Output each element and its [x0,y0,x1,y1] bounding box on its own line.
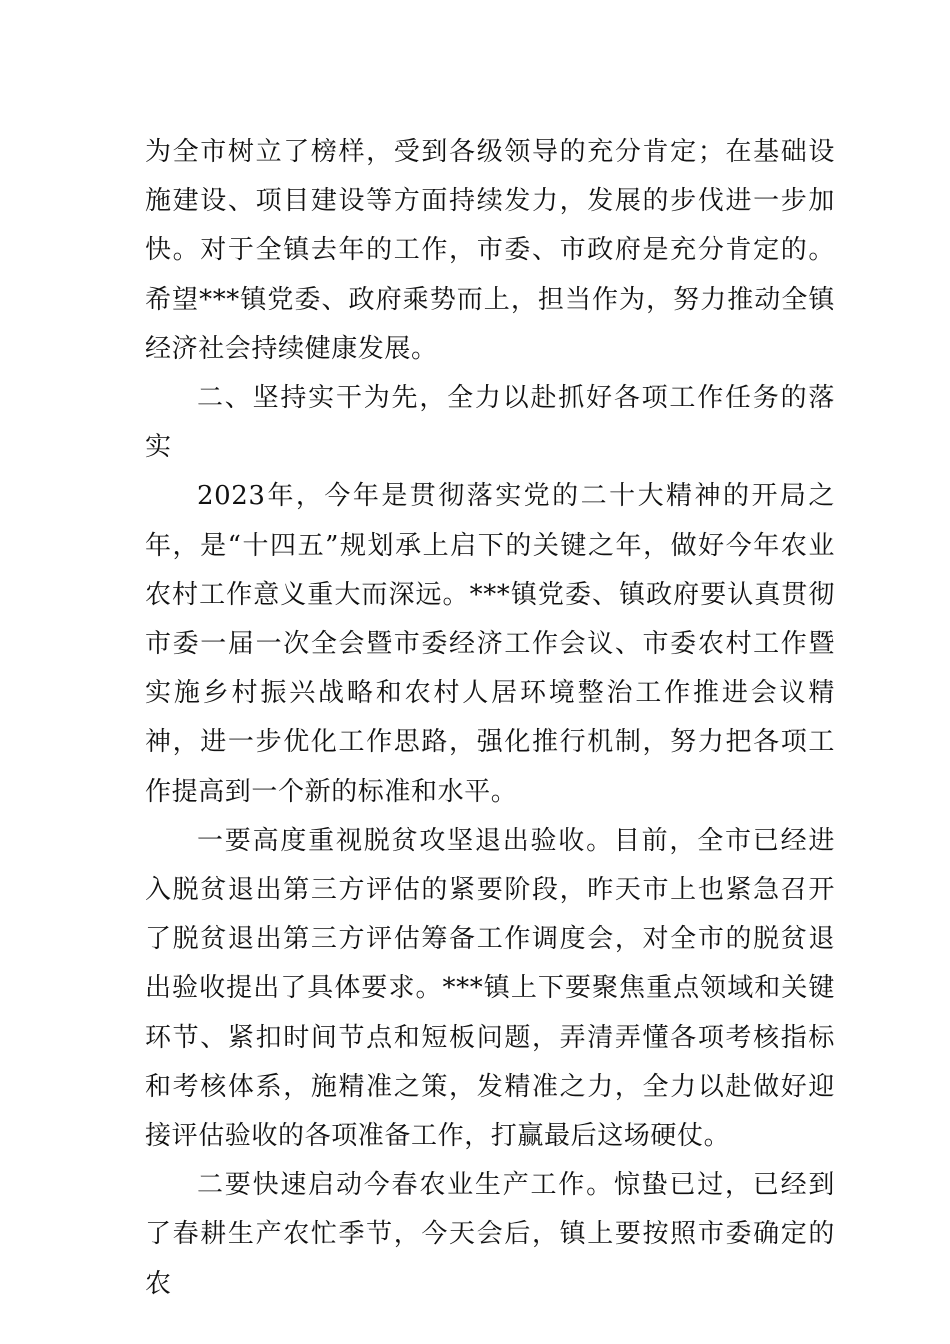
paragraph-poverty-acceptance: 一要高度重视脱贫攻坚退出验收。目前，全市已经进入脱贫退出第三方评估的紧要阶段，昨天市上也紧急召开了脱贫退出第三方评估筹备工作调度会，对全市的脱贫退出验收提出了具体要求。***镇上下要聚焦重点领域和关键环节、紧扣时间节点和短板问题，弄清弄懂各项考核指标和考核体系，施精准之策，发精准之力，全力以赴做好迎接评估验收的各项准备工作，打赢最后这场硬仗。 [145,825,835,1152]
paragraph-2023-overview: 2023年，今年是贯彻落实党的二十大精神的开局之年，是“十四五”规划承上启下的关键之年，做好今年农业农村工作意义重大而深远。***镇党委、镇政府要认真贯彻市委一届一次全会暨市委经济工作会议、市委农村工作暨实施乡村振兴战略和农村人居环境整治工作推进会议精神，进一步优化工作思路，强化推行机制，努力把各项工作提高到一个新的标准和水平。 [145,481,835,807]
paragraph-spring-agriculture: 二要快速启动今春农业生产工作。惊蛰已过，已经到了春耕生产农忙季节，今天会后，镇上要按照市委确定的农 [145,1170,835,1299]
document-body [145,128,835,1309]
section-heading: 二、坚持实干为先，全力以赴抓好各项工作任务的落实 [145,383,835,463]
paragraph-continuation: 为全市树立了榜样，受到各级领导的充分肯定；在基础设施建设、项目建设等方面持续发力，发展的步伐进一步加快。对于全镇去年的工作，市委、市政府是充分肯定的。希望***镇党委、政府乘势而上，担当作为，努力推动全镇经济社会持续健康发展。 [145,137,835,364]
